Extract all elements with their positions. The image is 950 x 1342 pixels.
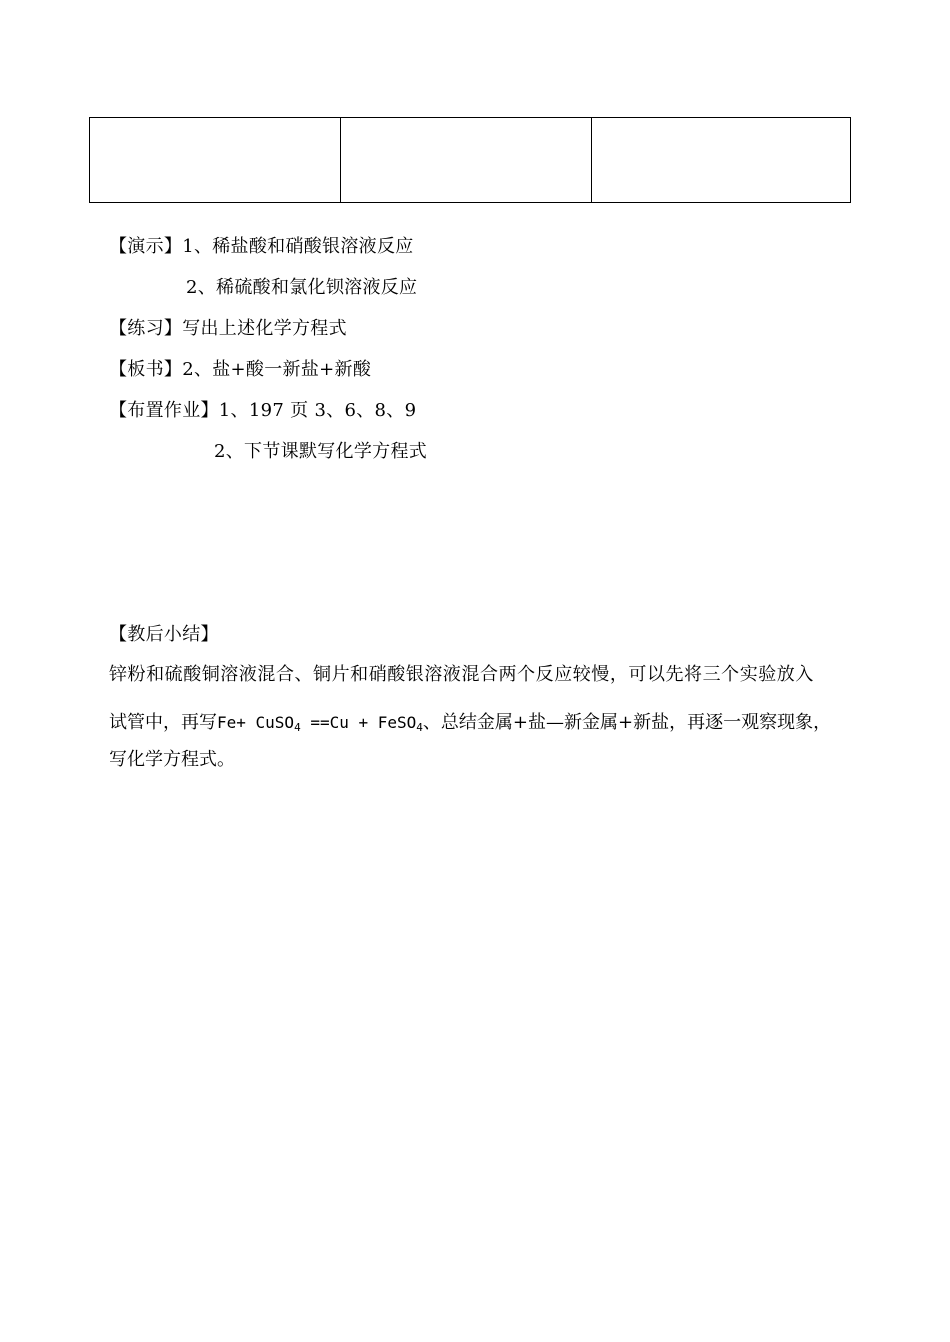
table-row: [90, 118, 851, 203]
demo-line-2: 2、稀硫酸和氯化钡溶液反应: [186, 277, 418, 298]
homework-line-1: 【布置作业】1、197 页 3、6、8、9: [109, 400, 417, 421]
summary-line-3: 写化学方程式。: [109, 749, 235, 770]
equation-subscript-2: 4: [416, 721, 423, 734]
demo-line-1: 【演示】1、稀盐酸和硝酸银溶液反应: [109, 236, 414, 257]
homework-line-2: 2、下节课默写化学方程式: [214, 441, 428, 462]
practice-line: 【练习】写出上述化学方程式: [109, 318, 347, 339]
summary-line-2-suffix: 、总结金属+盐—新金属+新盐，再逐一观察现象，: [422, 712, 832, 733]
table-cell: [90, 118, 341, 203]
equation-subscript-1: 4: [294, 721, 301, 734]
equation: [217, 713, 423, 732]
summary-line-2-prefix: 试管中，再写: [109, 712, 217, 733]
board-line: 【板书】2、盐+酸一新盐+新酸: [109, 359, 372, 380]
equation-part-1: Fe+ CuSO: [217, 713, 295, 732]
summary-line-1: 锌粉和硫酸铜溶液混合、铜片和硝酸银溶液混合两个反应较慢，可以先将三个实验放入: [109, 664, 814, 685]
summary-heading: 【教后小结】: [109, 624, 219, 645]
summary-line-2: [109, 711, 831, 735]
equation-part-2: ==Cu + FeSO: [300, 713, 417, 732]
blank-table: [89, 117, 851, 203]
table-cell: [592, 118, 851, 203]
table-cell: [341, 118, 592, 203]
